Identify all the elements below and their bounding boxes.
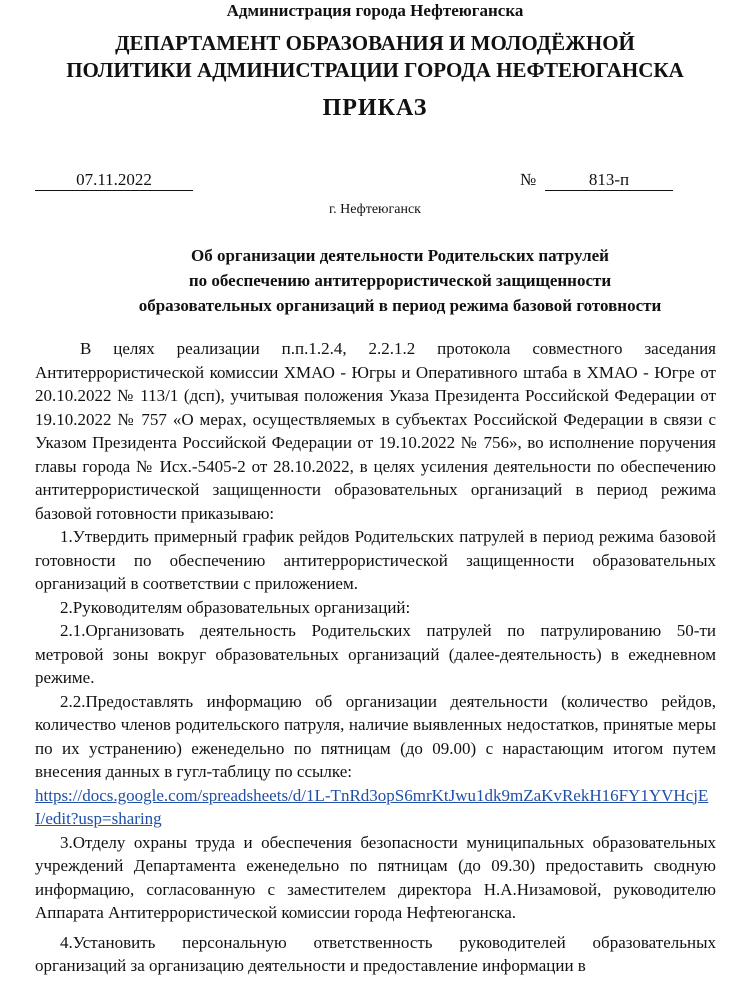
item-2-2: 2.2.Предоставлять информацию об организации деятельности (количество рейдов, количество членов родительского патруля, наличие выявленных недостатков, принятые меры по их устранению) еженедельно по пятницам (до 09.00) с нарастающим итогом путем внесения данных в гугл-таблицу по ссылке: xyxy=(35,691,716,781)
administration-name: Администрация города Нефтеюганска xyxy=(226,1,524,20)
item-4: 4.Установить персональную ответственность руководителей образовательных организаций за организацию деятельности и предоставление информации в xyxy=(35,932,716,975)
order-subject xyxy=(0,243,750,318)
subject-line2: по обеспечению антитеррористической защищенности xyxy=(188,271,612,290)
item-2: 2.Руководителям образовательных организаций: xyxy=(60,597,411,617)
item-3: 3.Отделу охраны труда и обеспечения безопасности муниципальных образовательных учреждений Департамента еженедельно по пятницам (до 09.30) предоставить сводную информацию, согласованную с заместителем директора Н.А.Низамовой, руководителю Аппарата Антитеррористической комиссии города Нефтеюганска. xyxy=(35,832,716,922)
google-sheet-link[interactable]: https://docs.google.com/spreadsheets/d/1L-TnRd3opS6mrKtJwu1dk9mZaKvRekH16FY1YVHcjEI/edit?usp=sharing xyxy=(35,785,709,828)
item-2-1: 2.1.Организовать деятельность Родительских патрулей по патрулированию 50-ти метровой зоны вокруг образовательных организаций (далее-деятельность) в ежедневном режиме. xyxy=(35,621,716,687)
subject-line1: Об организации деятельности Родительских патрулей xyxy=(191,246,609,265)
department-name-line1: ДЕПАРТАМЕНТ ОБРАЗОВАНИЯ И МОЛОДЁЖНОЙ xyxy=(115,31,635,55)
department-name xyxy=(0,30,750,84)
intro-paragraph: В целях реализации п.п.1.2.4, 2.2.1.2 протокола совместного заседания Антитеррористической комиссии ХМАО - Югры и Оперативного штаба в ХМАО - Югре от 20.10.2022 № 113/1 (дсп), учитывая положения Указа Президента Российской Федерации от 19.10.2022 № 757 «О мерах, осуществляемых в субъектах Российской Федерации в связи с Указом Президента Российской Федерации от 19.10.2022 № 756», во исполнение поручения главы города № Исх.-5405-2 от 28.10.2022, в целях усиления деятельности по обеспечению антитеррористической защищенности образовательных организаций в период режима базовой готовности приказываю: xyxy=(35,339,716,523)
number-sign: № xyxy=(520,170,537,189)
subject-line3: образовательных организаций в период режима базовой готовности xyxy=(138,296,662,315)
item-1: 1.Утвердить примерный график рейдов Родительских патрулей в период режима базовой готовности по обеспечению антитеррористической защищенности образовательных организаций в соответствии с приложением. xyxy=(35,527,716,593)
department-name-line2: ПОЛИТИКИ АДМИНИСТРАЦИИ ГОРОДА НЕФТЕЮГАНСКА xyxy=(66,58,684,82)
order-body xyxy=(35,337,716,978)
document-type: ПРИКАЗ xyxy=(322,95,428,121)
order-number: 813-п xyxy=(545,170,673,191)
city: г. Нефтеюганск xyxy=(329,202,421,217)
link-paragraph xyxy=(35,784,716,831)
order-date: 07.11.2022 xyxy=(35,170,193,191)
